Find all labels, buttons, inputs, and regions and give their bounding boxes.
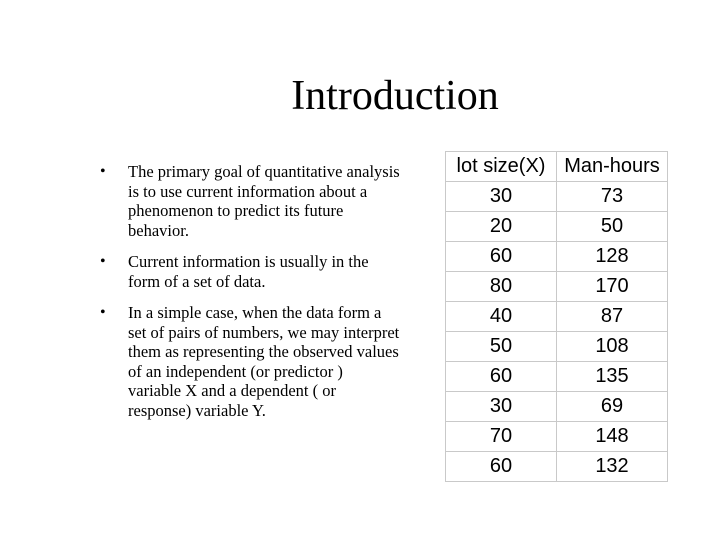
table-row [446,242,668,272]
cell-man-hours: 87 [557,302,668,332]
header-lot-size: lot size(X) [446,152,557,182]
cell-man-hours: 108 [557,332,668,362]
cell-man-hours: 69 [557,392,668,422]
bullet-list [100,162,400,432]
cell-lot-size: 30 [446,182,557,212]
table-row [446,452,668,482]
cell-lot-size: 80 [446,272,557,302]
bullet-text: The primary goal of quantitative analysis is to use current information about a phenomenon to predict its future behavior. [128,162,400,240]
cell-lot-size: 60 [446,242,557,272]
cell-lot-size: 30 [446,392,557,422]
bullet-marker: • [100,253,106,270]
table-header-row [446,152,668,182]
cell-lot-size: 40 [446,302,557,332]
bullet-text: In a simple case, when the data form a set of pairs of numbers, we may interpret them as representing the observed values of an independent (or predictor ) variable X and a dependent ( or response) variable Y. [128,303,400,420]
bullet-marker: • [100,304,106,321]
bullet-item [100,252,400,291]
cell-man-hours: 135 [557,362,668,392]
bullet-item [100,162,400,240]
cell-lot-size: 20 [446,212,557,242]
cell-lot-size: 60 [446,362,557,392]
table-row [446,332,668,362]
cell-man-hours: 148 [557,422,668,452]
cell-lot-size: 70 [446,422,557,452]
cell-lot-size: 60 [446,452,557,482]
table-row [446,212,668,242]
bullet-marker: • [100,163,106,180]
table-row [446,362,668,392]
slide-title: Introduction [291,73,499,119]
table-row [446,272,668,302]
cell-man-hours: 132 [557,452,668,482]
data-table [445,151,668,482]
cell-man-hours: 128 [557,242,668,272]
bullet-text: Current information is usually in the form of a set of data. [128,252,369,291]
cell-man-hours: 50 [557,212,668,242]
header-man-hours: Man-hours [557,152,668,182]
bullet-item [100,303,400,420]
cell-man-hours: 170 [557,272,668,302]
cell-man-hours: 73 [557,182,668,212]
table-row [446,302,668,332]
table-row [446,422,668,452]
cell-lot-size: 50 [446,332,557,362]
table-row [446,392,668,422]
table-row [446,182,668,212]
